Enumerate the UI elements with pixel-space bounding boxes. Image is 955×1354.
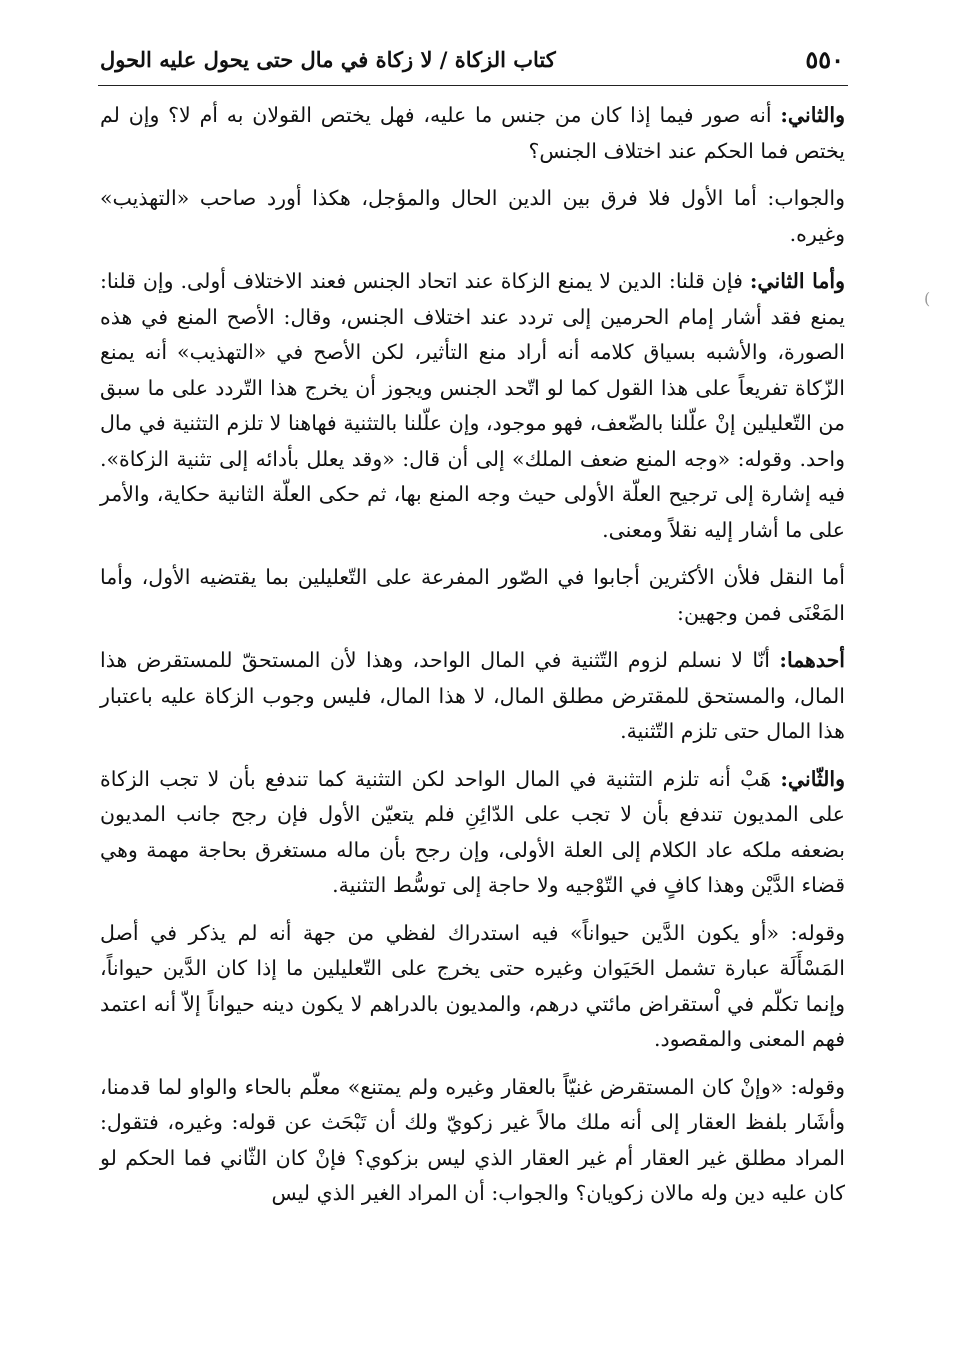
paragraph-text: والجواب: أما الأول فلا فرق بين الدين الحال والمؤجل، هكذا أورد صاحب «التهذيب» وغيره.	[100, 186, 845, 246]
paragraph-text: أنه صور فيما إذا كان من جنس ما عليه، فهل يختص القولان به أم لا؟ وإن لم يختص فما الحكم عند اختلاف الجنس؟	[100, 103, 845, 163]
paragraph-text: فإن قلنا: الدين لا يمنع الزكاة عند اتحاد الجنس فعند الاختلاف أولى. وإن قلنا: يمنع فقد أشار إمام الحرمين إلى تردد عند اختلاف الجنس، وقال: الأصح المنع في هذه الصورة، والأشبه بسياق كلامه أنه أراد منع التأثير، لكن الأصح في «التهذيب» أنه يمنع الزّكاة تفريعاً على هذا القول كما لو اتّحد الجنس ويجوز أن يخرج هذا التّردد على ما سبق من التّعليلين إنْ علّلنا بالضّعف، فهو موجود، وإن علّلنا بالتثنية فهاهنا لا تلزم التثنية في مال واحد. وقوله: «وجه المنع ضعف الملك» إلى أن قال: «وقد يعلل بأدائه إلى تثنية الزكاة». فيه إشارة إلى ترجيح العلّة الأولى حيث وجه المنع بها، ثم حكى العلّة الثانية حكاية، والأمر على ما أشار إليه نقلاً ومعنى.	[100, 269, 845, 542]
paragraph	[100, 643, 845, 750]
paragraph-lead: وأما الثاني:	[749, 269, 845, 293]
page-header	[98, 40, 848, 84]
page-number: ٥٥٠	[805, 45, 844, 74]
paragraph	[100, 181, 845, 252]
paragraph-text: أما النقل فلأن الأكثرين أجابوا في الصّور المفرعة على التّعليلين بما يقتضيه الأول، وأما المَعْنَى فمن وجهين:	[100, 565, 845, 625]
paragraph	[100, 916, 845, 1058]
paragraph-lead: أحدهما:	[779, 648, 845, 672]
paragraph-text: وقوله: «أو يكون الدَّين حيواناً» فيه استدراك لفظي من جهة أنه لم يذكر في أصل المَسْأَلَة عبارة تشمل الحَيَوان وغيره حتى يخرج على التّعليلين ما إذا كان الدَّين حيواناً، وإنما تكلّم في اْستقراض مائتي درهم، والمديون بالدراهم لا يكون دينه حيواناً إلاّ أنه اعتمد فهم المعنى والمقصود.	[100, 920, 845, 1051]
paragraph	[100, 98, 845, 169]
paragraph-text: هَبْ أنه تلزم التثنية في المال الواحد لكن التثنية كما تندفع بأن لا تجب الزكاة على المديون تندفع بأن لا تجب على الدّائِنِ فلم يتعيّن الأول فإن رجح جانب المديون بضعفه ملكه عاد الكلام إلى العلة الأولى، وإن رجح بأن ماله مستغرق بحاجة مهمة وهي قضاء الدَّيْن وهذا كافٍ في التّوْجيه ولا حاجة إلى توسُّط التثنية.	[100, 766, 845, 897]
paragraph-text: وقوله: «وإنْ كان المستقرض غنيّاً بالعقار وغيره ولم يمتنع» معلّم بالحاء والواو لما قدمنا، وأشَار بلفظ العقار إلى أنه ملك مالاً غير زكويّ ولك أن تَبْحَث عن قوله: وغيره، فتقول: المراد مطلق غير العقار أم غير العقار الذي ليس بزكوي؟ فإنْ كان الثّاني فما الحكم لو كان عليه دين وله مالان زكويان؟ والجواب: أن المراد الغير الذي ليس	[100, 1074, 845, 1205]
header-divider	[98, 85, 848, 86]
paragraph-text: أنّا لا نسلم لزوم التّثنية في المال الواحد، وهذا لأن المستحقّ للمستقرض هذا المال، والمستحق للمقترض مطلق المال، لا هذا المال، فليس وجوب الزكاة عليه باعتبار هذا المال حتى تلزم التّثنية.	[100, 648, 845, 743]
paragraph-lead: والثاني:	[780, 103, 845, 127]
paragraph	[100, 264, 845, 548]
margin-pencil-mark: (	[924, 289, 931, 308]
body-text	[100, 98, 845, 1224]
paragraph	[100, 1070, 845, 1212]
running-title: كتاب الزكاة / لا زكاة في مال حتى يحول عليه الحول	[100, 47, 556, 72]
paragraph-lead: والثّاني:	[780, 766, 845, 791]
paragraph	[100, 560, 845, 631]
paragraph	[100, 762, 845, 904]
